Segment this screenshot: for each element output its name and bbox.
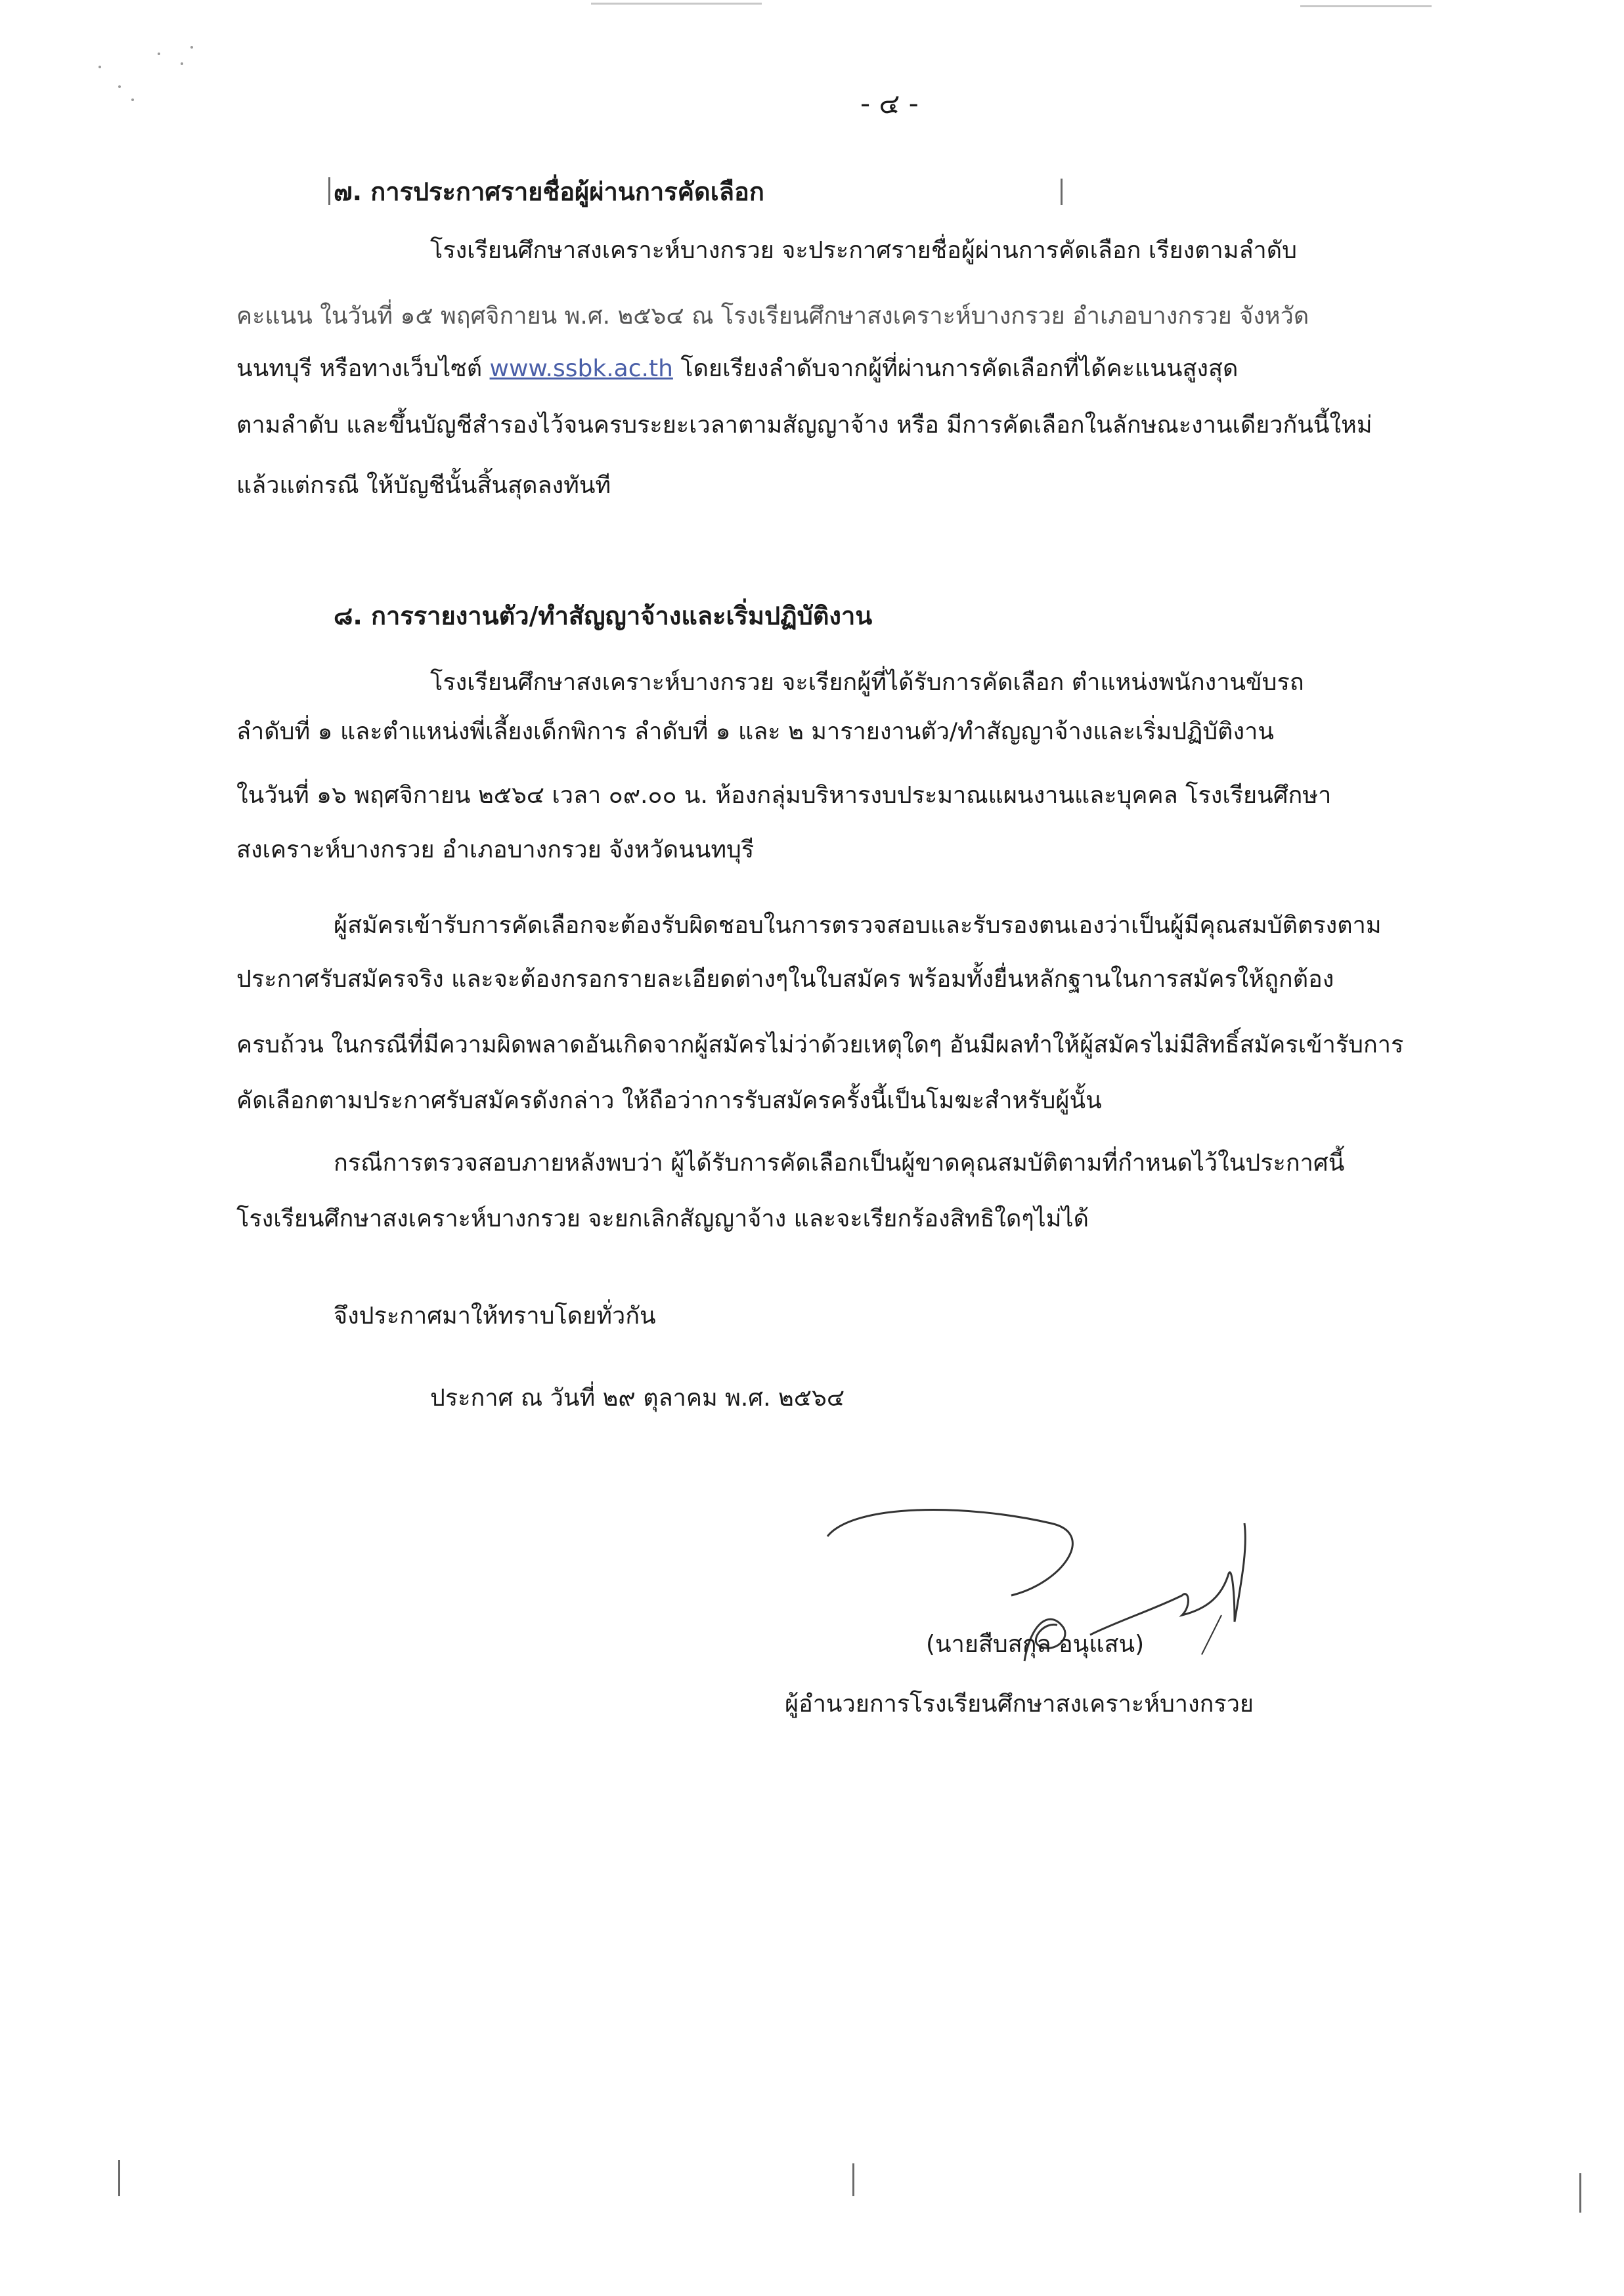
section-7-line-3 xyxy=(236,349,1238,389)
scan-speck xyxy=(158,53,160,55)
scan-speck xyxy=(99,66,101,68)
section-8-line-3: ในวันที่ ๑๖ พฤศจิกายน ๒๕๖๔ เวลา ๐๙.๐๐ น. ห้องกลุ่มบริหารงบประมาณแผนงานและบุคคล โรงเรียนศึกษา xyxy=(236,782,1332,809)
margin-mark xyxy=(118,2160,120,2196)
margin-mark xyxy=(1579,2173,1581,2213)
margin-mark xyxy=(328,177,330,205)
section-7-line-4: ตามลำดับ และขึ้นบัญชีสำรองไว้จนครบระยะเวลาตามสัญญาจ้าง หรือ มีการคัดเลือกในลักษณะงานเดียวกันนี้ใหม่ xyxy=(236,412,1372,439)
section-7-line-2: คะแนน ในวันที่ ๑๕ พฤศจิกายน พ.ศ. ๒๕๖๔ ณ โรงเรียนศึกษาสงเคราะห์บางกรวย อำเภอบางกรวย จังหวัด xyxy=(236,303,1309,330)
responsibility-line-1: ผู้สมัครเข้ารับการคัดเลือกจะต้องรับผิดชอบในการตรวจสอบและรับรองตนเองว่าเป็นผู้มีคุณสมบัติตรงตาม xyxy=(334,912,1382,939)
section-7-line-3-text-end: โดยเรียงลำดับจากผู้ที่ผ่านการคัดเลือกที่ได้คะแนนสูงสุด xyxy=(672,355,1239,382)
scan-speck xyxy=(118,85,121,88)
margin-mark xyxy=(1061,179,1063,205)
website-link[interactable]: www.ssbk.ac.th xyxy=(489,355,673,382)
section-8-heading: ๘. การรายงานตัว/ทำสัญญาจ้างและเริ่มปฏิบัติงาน xyxy=(334,601,873,630)
page-number: - ๔ - xyxy=(860,87,919,119)
responsibility-line-4: คัดเลือกตามประกาศรับสมัครดังกล่าว ให้ถือว่าการรับสมัครครั้งนี้เป็นโมฆะสำหรับผู้นั้น xyxy=(236,1087,1102,1114)
announcement-date: ประกาศ ณ วันที่ ๒๙ ตุลาคม พ.ศ. ๒๕๖๔ xyxy=(430,1385,845,1412)
scan-artifact-top-right xyxy=(1300,5,1432,7)
margin-mark xyxy=(852,2163,854,2196)
section-7-line-1: โรงเรียนศึกษาสงเคราะห์บางกรวย จะประกาศรายชื่อผู้ผ่านการคัดเลือก เรียงตามลำดับ xyxy=(430,237,1297,264)
signatory-name: (นายสืบสกุล อนุแสน) xyxy=(926,1631,1145,1658)
section-8-line-4: สงเคราะห์บางกรวย อำเภอบางกรวย จังหวัดนนทบุรี xyxy=(236,836,755,863)
closing-statement: จึงประกาศมาให้ทราบโดยทั่วกัน xyxy=(334,1303,656,1330)
section-8-line-2: ลำดับที่ ๑ และตำแหน่งพี่เลี้ยงเด็กพิการ ลำดับที่ ๑ และ ๒ มารายงานตัว/ทำสัญญาจ้างและเริ่มปฏิบัติงาน xyxy=(236,718,1274,745)
cancellation-line-1: กรณีการตรวจสอบภายหลังพบว่า ผู้ได้รับการคัดเลือกเป็นผู้ขาดคุณสมบัติตามที่กำหนดไว้ในประกาศนี้ xyxy=(334,1150,1345,1177)
signatory-title: ผู้อำนวยการโรงเรียนศึกษาสงเคราะห์บางกรวย xyxy=(785,1691,1254,1718)
section-7-line-3-text: นนทบุรี หรือทางเว็บไซต์ xyxy=(236,355,490,382)
scan-artifact-top xyxy=(591,3,762,5)
scan-speck xyxy=(181,62,183,65)
scan-speck xyxy=(131,98,134,101)
cancellation-line-2: โรงเรียนศึกษาสงเคราะห์บางกรวย จะยกเลิกสัญญาจ้าง และจะเรียกร้องสิทธิใดๆไม่ได้ xyxy=(236,1205,1089,1232)
section-8-line-1: โรงเรียนศึกษาสงเคราะห์บางกรวย จะเรียกผู้ที่ได้รับการคัดเลือก ตำแหน่งพนักงานขับรถ xyxy=(430,669,1304,696)
scan-speck xyxy=(190,46,193,49)
section-7-heading: ๗. การประกาศรายชื่อผู้ผ่านการคัดเลือก xyxy=(334,177,764,206)
responsibility-line-2: ประกาศรับสมัครจริง และจะต้องกรอกรายละเอียดต่างๆในใบสมัคร พร้อมทั้งยื่นหลักฐานในการสมัครให้ถูกต้อง xyxy=(236,966,1334,993)
section-7-line-5: แล้วแต่กรณี ให้บัญชีนั้นสิ้นสุดลงทันที xyxy=(236,472,611,499)
responsibility-line-3: ครบถ้วน ในกรณีที่มีความผิดพลาดอันเกิดจากผู้สมัครไม่ว่าด้วยเหตุใดๆ อันมีผลทำให้ผู้สมัครไม่มีสิทธิ์สมัครเข้ารับการ xyxy=(236,1031,1404,1058)
